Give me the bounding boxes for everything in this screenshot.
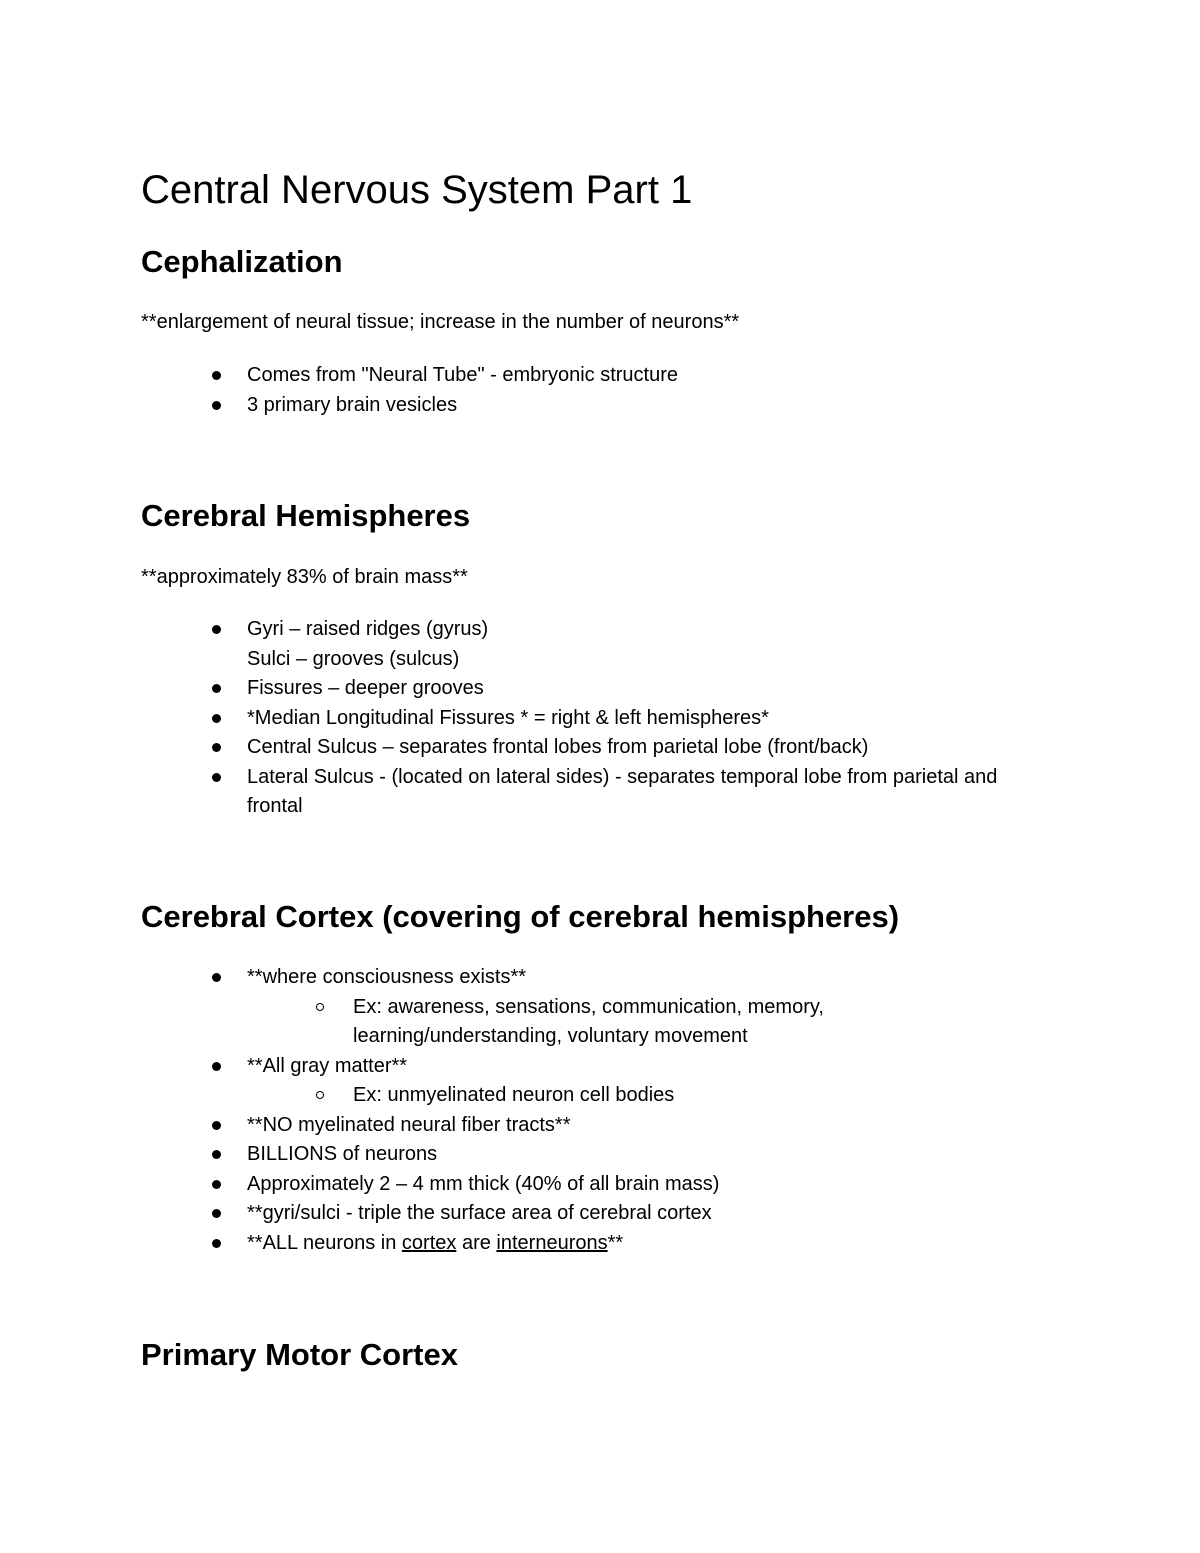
list-item-text: Fissures – deeper grooves [247,677,484,699]
list-item [0,1140,1200,1170]
list-item-text: Ex: awareness, sensations, communication, memory, [353,995,824,1018]
bullet-icon [212,1121,221,1130]
list-item-text: Lateral Sulcus - (located on lateral sides) - separates temporal lobe from parietal and [247,765,998,788]
list-item-text: BILLIONS of neurons [247,1143,438,1165]
list-item [0,1170,1200,1200]
bullet-icon [212,973,221,982]
list-item [0,1199,1200,1229]
list-item-text: **NO myelinated neural fiber tracts** [247,1113,571,1136]
underlined-word-interneurons: interneurons [496,1231,608,1254]
bullet-icon [212,625,221,634]
list-item-text: **All gray matter** [247,1054,408,1077]
intro-cephalization: **enlargement of neural tissue; increase in the number of neurons** [141,311,740,333]
intro-cerebral-hemispheres: **approximately 83% of brain mass** [141,566,468,588]
list-item [0,733,1200,763]
bullet-icon [212,1180,221,1189]
heading-primary-motor-cortex: Primary Motor Cortex [141,1337,458,1372]
hollow-bullet-icon [316,1003,324,1011]
underlined-word-cortex: cortex [401,1231,457,1254]
list-item [0,361,1200,391]
list-item [0,763,1200,793]
heading-cephalization: Cephalization [141,244,343,279]
list-item [0,963,1200,993]
document-title: Central Nervous System Part 1 [141,168,693,212]
list-item-text: frontal [247,795,303,817]
bullet-icon [212,1150,221,1159]
list-item-text: **ALL neurons in [247,1231,402,1254]
bullet-icon [212,714,221,723]
list-item [0,1111,1200,1141]
list-cephalization [0,361,1200,420]
list-item-text: Approximately 2 – 4 mm thick (40% of all brain mass) [247,1172,720,1195]
list-cerebral-cortex [0,963,1200,1258]
heading-cerebral-cortex: Cerebral Cortex (covering of cerebral hemispheres) [141,899,900,934]
list-item-text: Ex: unmyelinated neuron cell bodies [353,1084,675,1106]
list-item [0,391,1200,421]
sub-list-item [0,1081,1200,1111]
list-item-text: **where consciousness exists** [247,966,527,988]
list-item-text: **gyri/sulci - triple the surface area of cerebral cortex [247,1202,712,1224]
heading-cerebral-hemispheres: Cerebral Hemispheres [141,498,471,533]
bullet-icon [212,1062,221,1071]
list-item [0,1229,1200,1259]
list-item [0,1052,1200,1082]
list-item-text: Central Sulcus – separates frontal lobes from parietal lobe (front/back) [247,736,869,758]
list-item [0,674,1200,704]
bullet-icon [212,371,221,380]
list-item-continuation [0,645,1200,675]
list-item-text: 3 primary brain vesicles [247,393,458,416]
list-item-text: Comes from "Neural Tube" - embryonic structure [247,364,679,386]
list-item-continuation [0,792,1200,822]
list-item-text: are [456,1231,497,1254]
list-item [0,615,1200,645]
list-item-text: learning/understanding, voluntary movement [353,1025,748,1047]
bullet-icon [212,1239,221,1248]
list-item-text: ** [607,1231,624,1254]
sub-list-item-continuation [0,1022,1200,1052]
bullet-icon [212,1209,221,1218]
list-item [0,704,1200,734]
hollow-bullet-icon [316,1091,324,1099]
list-item-text: Sulci – grooves (sulcus) [247,647,460,670]
list-item-text: Gyri – raised ridges (gyrus) [247,618,489,640]
bullet-icon [212,684,221,693]
list-item-text: *Median Longitudinal Fissures * = right & left hemispheres* [247,706,769,729]
bullet-icon [212,743,221,752]
bullet-icon [212,401,221,410]
bullet-icon [212,773,221,782]
list-cerebral-hemispheres [0,615,1200,822]
sub-list-item [0,993,1200,1023]
